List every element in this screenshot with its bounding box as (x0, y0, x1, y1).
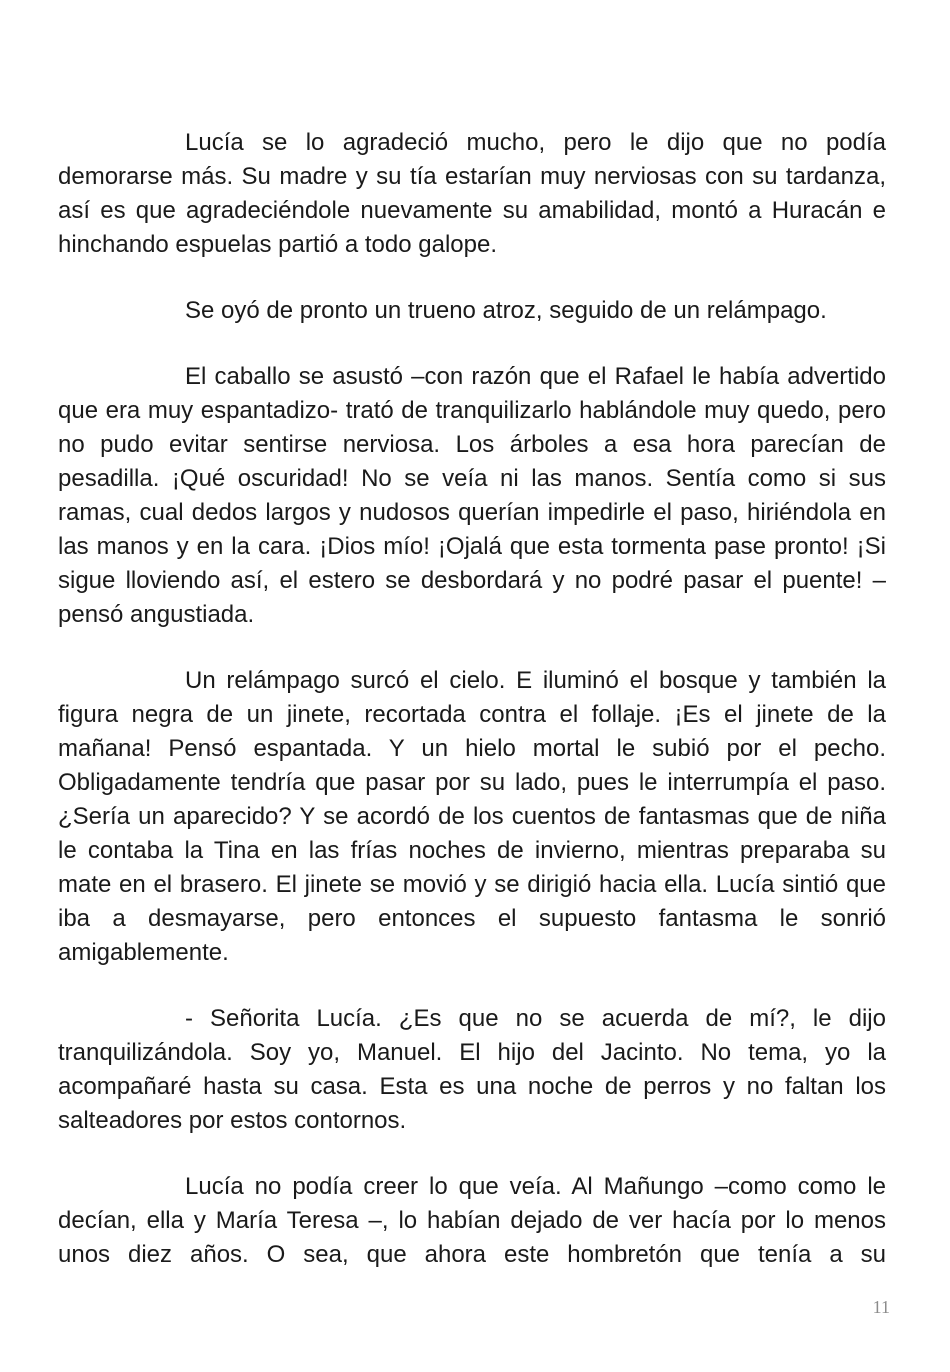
paragraph-6: Lucía no podía creer lo que veía. Al Mañungo –como como le decían, ella y María Teresa –, lo habían dejado de ver hacía por lo menos unos diez años. O sea, que ahora este hombretón que tenía a su (58, 1173, 886, 1268)
page-number: 11 (872, 1297, 890, 1317)
paragraph-3: El caballo se asustó –con razón que el Rafael le había advertido que era muy espantadizo- trató de tranquilizarlo hablándole muy quedo, pero no pudo evitar sentirse nerviosa. Los árboles a esa hora parecían de pesadilla. ¡Qué oscuridad! No se veía ni las manos. Sentía como si sus ramas, cual dedos largos y nudosos querían impedirle el paso, hiriéndola en las manos y en la cara. ¡Dios mío! ¡Ojalá que esta tormenta pase pronto! ¡Si sigue lloviendo así, el estero se desbordará y no podré pasar el puente! –pensó angustiada. (58, 363, 886, 628)
paragraph-2: Se oyó de pronto un trueno atroz, seguido de un relámpago. (185, 297, 827, 324)
paragraph-5: - Señorita Lucía. ¿Es que no se acuerda de mí?, le dijo tranquilizándola. Soy yo, Manuel. El hijo del Jacinto. No tema, yo la acompañaré hasta su casa. Esta es una noche de perros y no faltan los salteadores por estos contornos. (58, 1005, 886, 1134)
paragraph-1: Lucía se lo agradeció mucho, pero le dijo que no podía demorarse más. Su madre y su tía estarían muy nerviosas con su tardanza, así es que agradeciéndole nuevamente su amabilidad, montó a Huracán e hinchando espuelas partió a todo galope. (58, 129, 886, 258)
page-body (58, 126, 886, 1304)
paragraph-4: Un relámpago surcó el cielo. E iluminó el bosque y también la figura negra de un jinete, recortada contra el follaje. ¡Es el jinete de la mañana! Pensó espantada. Y un hielo mortal le subió por el pecho. Obligadamente tendría que pasar por su lado, pues le interrumpía el paso. ¿Sería un aparecido? Y se acordó de los cuentos de fantasmas que de niña le contaba la Tina en las frías noches de invierno, mientras preparaba su mate en el brasero. El jinete se movió y se dirigió hacia ella. Lucía sintió que iba a desmayarse, pero entonces el supuesto fantasma le sonrió amigablemente. (58, 667, 886, 966)
